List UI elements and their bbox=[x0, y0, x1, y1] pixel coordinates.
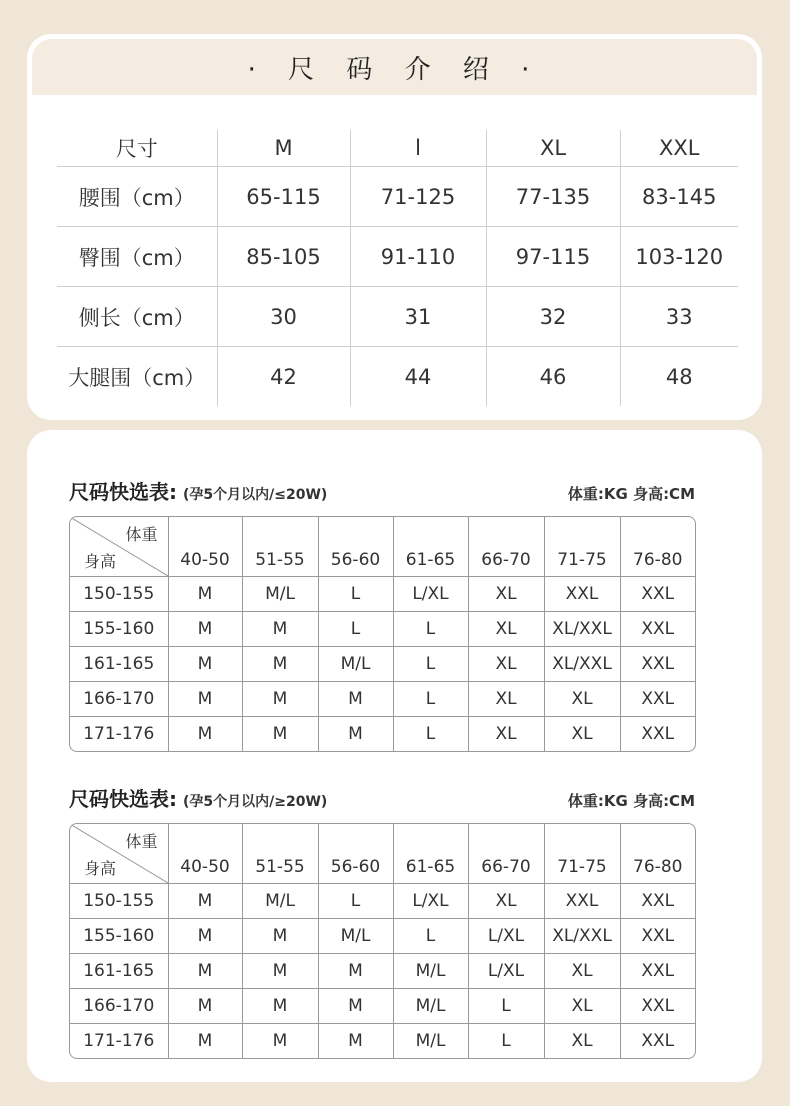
size-cell: M bbox=[168, 682, 242, 717]
weight-header-cell: 76-80 bbox=[620, 517, 695, 577]
size-cell: M bbox=[318, 954, 393, 989]
size-cell: M bbox=[242, 612, 318, 647]
size-cell: M/L bbox=[318, 919, 393, 954]
quick-table-2-units: 体重:KG 身高:CM bbox=[567, 792, 695, 810]
size-cell: XXL bbox=[620, 954, 695, 989]
quick-table-2-note: (孕5个月以内/≥20W) bbox=[183, 794, 328, 810]
size-cell: M bbox=[242, 919, 318, 954]
table-cell: 83-145 bbox=[620, 167, 738, 227]
table-header-cell: 尺寸 bbox=[57, 130, 217, 167]
corner-cell bbox=[70, 517, 168, 577]
quick-table-1-title: 尺码快选表: bbox=[69, 480, 177, 504]
size-cell: XXL bbox=[620, 682, 695, 717]
size-cell: M bbox=[168, 612, 242, 647]
quick-table-1 bbox=[69, 516, 696, 752]
size-cell: M/L bbox=[242, 884, 318, 919]
size-cell: M bbox=[168, 919, 242, 954]
size-cell: XL bbox=[468, 612, 544, 647]
table-header-row bbox=[57, 130, 738, 167]
row-label: 侧长（cm） bbox=[57, 287, 217, 347]
size-cell: M bbox=[318, 682, 393, 717]
size-cell: M bbox=[168, 577, 242, 612]
table-row bbox=[57, 287, 738, 347]
size-cell: M/L bbox=[393, 989, 468, 1024]
size-cell: M bbox=[318, 717, 393, 752]
height-label: 161-165 bbox=[70, 954, 168, 989]
size-cell: XXL bbox=[620, 577, 695, 612]
height-label: 155-160 bbox=[70, 919, 168, 954]
table-cell: 65-115 bbox=[217, 167, 350, 227]
size-cell: M bbox=[318, 1024, 393, 1059]
size-cell: M/L bbox=[318, 647, 393, 682]
height-label: 166-170 bbox=[70, 989, 168, 1024]
table-row bbox=[70, 884, 695, 919]
size-cell: M/L bbox=[393, 954, 468, 989]
size-cell: M/L bbox=[393, 1024, 468, 1059]
size-cell: L bbox=[393, 919, 468, 954]
size-cell: L/XL bbox=[393, 884, 468, 919]
table-row bbox=[70, 1024, 695, 1059]
table-cell: 85-105 bbox=[217, 227, 350, 287]
table-row bbox=[70, 682, 695, 717]
height-label: 150-155 bbox=[70, 577, 168, 612]
size-cell: XXL bbox=[544, 577, 620, 612]
table-row bbox=[57, 167, 738, 227]
size-cell: L bbox=[393, 647, 468, 682]
weight-header-cell: 56-60 bbox=[318, 517, 393, 577]
size-cell: L bbox=[318, 884, 393, 919]
size-cell: M bbox=[168, 884, 242, 919]
weight-header-cell: 71-75 bbox=[544, 824, 620, 884]
size-cell: M bbox=[168, 1024, 242, 1059]
size-cell: XL bbox=[468, 717, 544, 752]
size-cell: XL/XXL bbox=[544, 612, 620, 647]
table-row bbox=[57, 347, 738, 407]
size-cell: M bbox=[168, 647, 242, 682]
quick-table-1-note: (孕5个月以内/≤20W) bbox=[183, 487, 328, 503]
size-cell: XL bbox=[468, 682, 544, 717]
size-cell: M bbox=[168, 954, 242, 989]
table-row bbox=[70, 989, 695, 1024]
quick-table-1-units: 体重:KG 身高:CM bbox=[567, 485, 695, 503]
size-cell: XXL bbox=[544, 884, 620, 919]
size-cell: M bbox=[242, 717, 318, 752]
size-cell: L/XL bbox=[468, 954, 544, 989]
weight-header-cell: 51-55 bbox=[242, 824, 318, 884]
quick-select-card bbox=[27, 430, 762, 1082]
size-cell: M/L bbox=[242, 577, 318, 612]
table-cell: 97-115 bbox=[486, 227, 620, 287]
size-cell: XXL bbox=[641, 1031, 675, 1051]
table-cell: 33 bbox=[620, 287, 738, 347]
corner-cell bbox=[70, 824, 168, 884]
table-header-row bbox=[70, 517, 695, 577]
size-cell: XL bbox=[544, 682, 620, 717]
table-row bbox=[70, 612, 695, 647]
quick-table-1-header bbox=[69, 476, 695, 506]
table-cell: 71-125 bbox=[350, 167, 486, 227]
height-label: 150-155 bbox=[70, 884, 168, 919]
size-cell: M bbox=[242, 989, 318, 1024]
size-cell: M bbox=[168, 717, 242, 752]
size-cell: L bbox=[393, 612, 468, 647]
weight-header-cell: 56-60 bbox=[318, 824, 393, 884]
size-intro-title-bar bbox=[32, 39, 757, 95]
size-cell: XXL bbox=[641, 724, 675, 744]
weight-header-cell: 76-80 bbox=[620, 824, 695, 884]
size-cell: L bbox=[468, 989, 544, 1024]
size-cell: XXL bbox=[620, 612, 695, 647]
table-row bbox=[57, 227, 738, 287]
table-cell: 42 bbox=[217, 347, 350, 407]
size-cell: M bbox=[242, 954, 318, 989]
corner-weight-label: 体重 bbox=[125, 832, 158, 851]
size-cell: M bbox=[168, 989, 242, 1024]
row-label: 臀围（cm） bbox=[57, 227, 217, 287]
weight-header-cell: 40-50 bbox=[168, 824, 242, 884]
size-intro-title: · 尺 码 介 绍 · bbox=[247, 54, 542, 85]
quick-table-2-header bbox=[69, 783, 695, 813]
size-cell: L bbox=[318, 612, 393, 647]
row-label: 腰围（cm） bbox=[57, 167, 217, 227]
height-label: 161-165 bbox=[70, 647, 168, 682]
size-cell: M bbox=[242, 1024, 318, 1059]
height-label: 171-176 bbox=[70, 717, 168, 752]
table-cell: 30 bbox=[217, 287, 350, 347]
table-header-row bbox=[70, 824, 695, 884]
table-cell: 44 bbox=[350, 347, 486, 407]
size-cell: XL bbox=[544, 1024, 620, 1059]
quick-table-2 bbox=[69, 823, 696, 1059]
size-cell: XL/XXL bbox=[544, 919, 620, 954]
table-row bbox=[70, 577, 695, 612]
weight-header-cell: 66-70 bbox=[468, 517, 544, 577]
table-cell: 77-135 bbox=[486, 167, 620, 227]
weight-header-cell: 40-50 bbox=[168, 517, 242, 577]
table-cell: 48 bbox=[620, 347, 738, 407]
size-cell: XXL bbox=[620, 919, 695, 954]
table-row bbox=[70, 647, 695, 682]
size-cell: M bbox=[242, 647, 318, 682]
height-label: 171-176 bbox=[70, 1024, 168, 1059]
corner-height-label: 身高 bbox=[84, 552, 117, 571]
weight-header-cell: 61-65 bbox=[393, 824, 468, 884]
table-cell: 32 bbox=[486, 287, 620, 347]
corner-weight-label: 体重 bbox=[125, 525, 158, 544]
size-cell: XL bbox=[544, 989, 620, 1024]
size-cell: XL bbox=[468, 647, 544, 682]
size-cell: XL bbox=[544, 954, 620, 989]
table-cell: 91-110 bbox=[350, 227, 486, 287]
size-intro-card bbox=[27, 34, 762, 420]
size-cell: XXL bbox=[620, 989, 695, 1024]
table-row bbox=[70, 919, 695, 954]
weight-header-cell: 51-55 bbox=[242, 517, 318, 577]
height-label: 155-160 bbox=[70, 612, 168, 647]
size-cell: L bbox=[468, 1024, 544, 1059]
table-row bbox=[70, 954, 695, 989]
size-intro-table bbox=[57, 130, 738, 406]
size-cell: L bbox=[393, 682, 468, 717]
size-cell: XXL bbox=[620, 884, 695, 919]
quick-table-2-title: 尺码快选表: bbox=[69, 787, 177, 811]
table-cell: 103-120 bbox=[620, 227, 738, 287]
table-cell: 46 bbox=[486, 347, 620, 407]
size-cell: M bbox=[318, 989, 393, 1024]
size-cell: XL/XXL bbox=[544, 647, 620, 682]
size-cell: M bbox=[242, 682, 318, 717]
row-label: 大腿围（cm） bbox=[68, 365, 206, 390]
table-row bbox=[70, 717, 695, 752]
size-cell: L/XL bbox=[393, 577, 468, 612]
corner-height-label: 身高 bbox=[84, 859, 117, 878]
size-cell: XL bbox=[544, 717, 620, 752]
table-header-cell: l bbox=[350, 130, 486, 167]
size-cell: XL bbox=[468, 577, 544, 612]
table-header-cell: XXL bbox=[620, 130, 738, 167]
size-cell: L/XL bbox=[468, 919, 544, 954]
weight-header-cell: 61-65 bbox=[393, 517, 468, 577]
size-cell: L bbox=[393, 717, 468, 752]
table-header-cell: XL bbox=[486, 130, 620, 167]
size-cell: L bbox=[318, 577, 393, 612]
size-cell: XXL bbox=[620, 647, 695, 682]
table-header-cell: M bbox=[217, 130, 350, 167]
weight-header-cell: 71-75 bbox=[544, 517, 620, 577]
weight-header-cell: 66-70 bbox=[468, 824, 544, 884]
size-cell: XL bbox=[468, 884, 544, 919]
height-label: 166-170 bbox=[70, 682, 168, 717]
table-cell: 31 bbox=[350, 287, 486, 347]
